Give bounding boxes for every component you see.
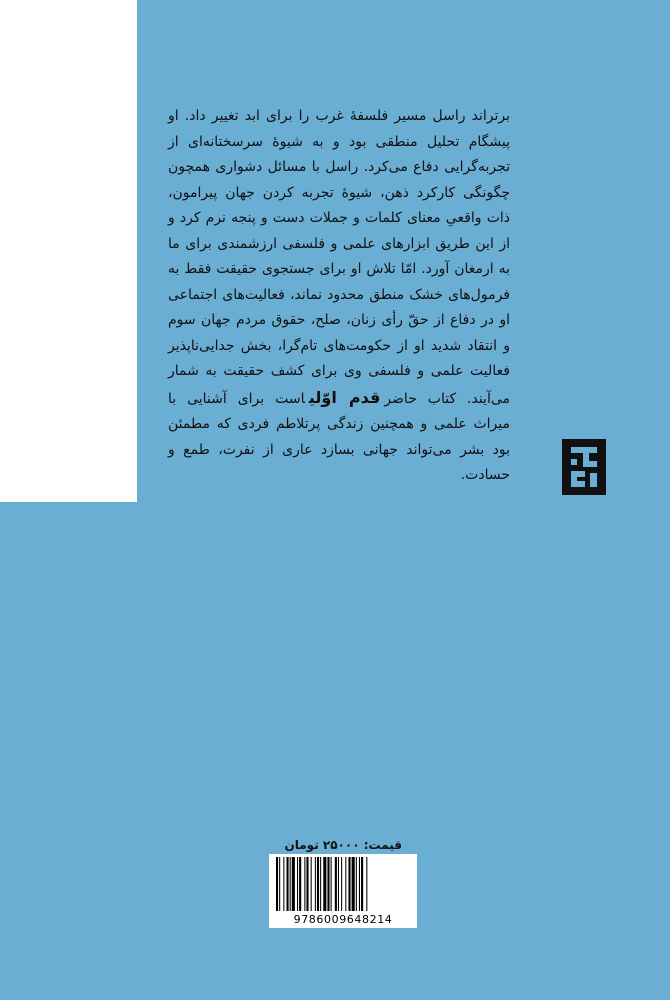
barcode-bar [352, 857, 355, 911]
barcode-bar [359, 857, 360, 911]
barcode-bar [279, 857, 280, 911]
book-title: قدم اوّلی [308, 387, 381, 407]
barcode-bar [361, 857, 363, 911]
barcode-bar [320, 857, 321, 911]
barcode-bar [338, 857, 339, 911]
isbn-number: 9786009648214 [293, 913, 393, 926]
barcode-bar [283, 857, 284, 911]
barcode-bar [345, 857, 346, 911]
barcode-bar [297, 857, 298, 911]
barcode-bar [292, 857, 295, 911]
barcode-bar [327, 857, 329, 911]
barcode-bar [348, 857, 350, 911]
white-panel [0, 0, 137, 502]
blurb-paragraph [168, 104, 510, 489]
barcode-bar [311, 857, 312, 911]
barcode-bar [276, 857, 278, 911]
blurb-after-title: است برای آشنایی با میراث علمی و همچنین زندگی پرتلاطم فردی که مطمئن بود بشر می‌تواند جهانی بسازد عاری از نفرت، طمع و حسادت. [168, 390, 510, 483]
barcode-bar [287, 857, 289, 911]
barcode-bar [366, 857, 367, 911]
barcode-bar [315, 857, 316, 911]
publisher-logo-icon [562, 439, 606, 495]
barcode-bar [341, 857, 342, 911]
barcode [269, 854, 417, 928]
barcode-bar [290, 857, 291, 911]
blurb-before-title: برتراند راسل مسیر فلسفهٔ غرب را برای ابد تغییر داد. او پیشگام تحلیل منطقی بود و به شیوهٔ سرسختانه‌ای از تجربه‌گرایی دفاع می‌کرد. راسل با مسائل دشواری همچون چگونگی کارکرد ذهن، شیوهٔ تجربه کردن جهان پیرامون، ذات واقعیِ معنای کلمات و جملات دست و پنجه نرم کرد و از این طریق ابزارهای علمی و فلسفی ارزشمندی برای ما به ارمغان آورد. امّا تلاش او برای جستجوی حقیقت فقط به فرمول‌های خشک منطق محدود نماند، فعالیت‌های اجتماعی او در دفاع از حقّ رأی زنان، صلح، حقوق مردم جهان سوم و انتقاد شدید او از حکومت‌های تام‌گرا، بخش جدایی‌ناپذیر فعالیت علمی و فلسفی وی برای کشف حقیقت به شمار می‌آیند. کتاب حاضر [168, 108, 511, 407]
price-label: قیمت: ۲۵۰۰۰ تومان [284, 838, 402, 852]
barcode-bar [306, 857, 308, 911]
barcode-bar [323, 857, 326, 911]
barcode-bar [317, 857, 319, 911]
blurb-text [168, 104, 510, 489]
barcode-bar [304, 857, 305, 911]
barcode-bar [356, 857, 357, 911]
barcode-bar [299, 857, 301, 911]
barcode-bar [331, 857, 332, 911]
barcode-bar [335, 857, 337, 911]
